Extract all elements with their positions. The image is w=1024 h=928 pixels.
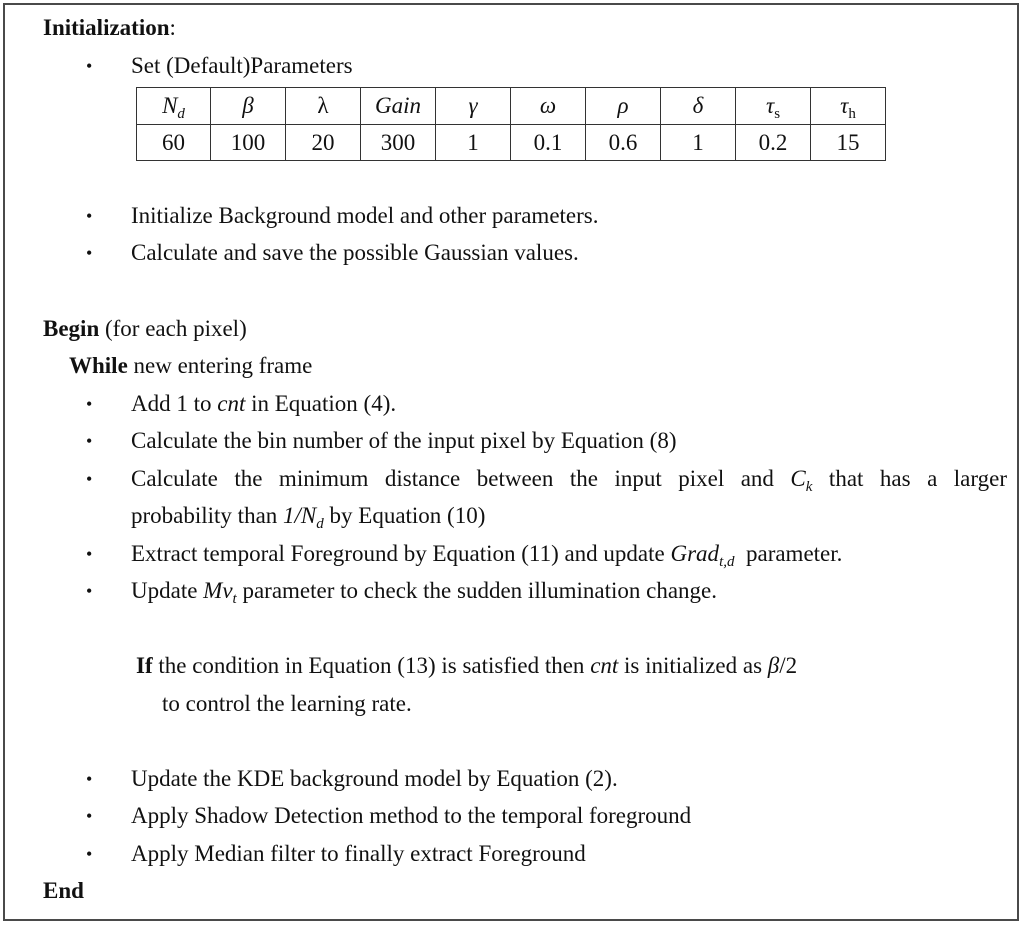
gaussian-values-text: Calculate and save the possible Gaussian values.: [131, 240, 579, 265]
bullet-icon: •: [86, 431, 93, 451]
step-min-distance-line1: Calculate the minimum distance between the input pixel and $C_k$ that has a larger: [131, 466, 1007, 495]
bullet-icon: •: [86, 56, 93, 76]
param-value-tau-h: 15: [811, 125, 886, 161]
initialization-heading: Initialization:: [43, 15, 176, 40]
param-value-tau-s: 0.2: [736, 125, 811, 161]
while-line: While new entering frame: [69, 353, 313, 378]
param-value-delta: 1: [661, 125, 736, 161]
step-extract-foreground: Extract temporal Foreground by Equation (11) and update Grad$_{t,d}$ parameter.: [131, 541, 843, 570]
step-median-filter: Apply Median filter to finally extract Foreground: [131, 841, 586, 866]
parameter-header-row: [137, 88, 886, 125]
param-value-gamma: 1: [436, 125, 511, 161]
step-shadow-detection: Apply Shadow Detection method to the temporal foreground: [131, 803, 692, 828]
if-learning-rate-line: to control the learning rate.: [162, 691, 412, 716]
param-header-rho: ρ: [586, 88, 661, 125]
param-header-delta: δ: [661, 88, 736, 125]
step-update-mv: Update $Mv_t$ parameter to check the sudden illumination change.: [131, 578, 717, 607]
param-header-gain: Gain: [361, 88, 436, 125]
end-keyword: End: [43, 878, 84, 903]
param-header-beta: β: [211, 88, 286, 125]
bullet-icon: •: [86, 469, 93, 489]
bullet-icon: •: [86, 206, 93, 226]
param-header-tau-s: $\tau_s$: [736, 88, 811, 125]
param-header-nd: $N_d$: [137, 88, 211, 125]
init-background-text: Initialize Background model and other parameters.: [131, 203, 599, 228]
step-min-distance-line2: probability than $1/N_d$ by Equation (10): [131, 503, 486, 532]
parameter-value-row: [137, 125, 886, 161]
bullet-icon: •: [86, 769, 93, 789]
bullet-icon: •: [86, 394, 93, 414]
param-header-gamma: γ: [436, 88, 511, 125]
param-value-gain: 300: [361, 125, 436, 161]
if-condition-line: If the condition in Equation (13) is satisfied then cnt is initialized as β/2: [136, 653, 798, 678]
bullet-icon: •: [86, 806, 93, 826]
param-value-rho: 0.6: [586, 125, 661, 161]
step-bin-number: Calculate the bin number of the input pixel by Equation (8): [131, 428, 677, 453]
step-update-kde: Update the KDE background model by Equation (2).: [131, 766, 618, 791]
param-value-beta: 100: [211, 125, 286, 161]
param-header-lambda: λ: [286, 88, 361, 125]
bullet-icon: •: [86, 544, 93, 564]
param-value-omega: 0.1: [511, 125, 586, 161]
bullet-icon: •: [86, 581, 93, 601]
bullet-icon: •: [86, 243, 93, 263]
parameter-table: [136, 87, 886, 161]
param-value-lambda: 20: [286, 125, 361, 161]
param-header-omega: ω: [511, 88, 586, 125]
param-header-tau-h: $\tau_h$: [811, 88, 886, 125]
begin-line: Begin (for each pixel): [43, 316, 247, 341]
bullet-icon: •: [86, 844, 93, 864]
set-parameters-text: Set (Default)Parameters: [131, 53, 353, 78]
param-value-nd: 60: [137, 125, 211, 161]
step-add-cnt: Add 1 to cnt in Equation (4).: [131, 391, 397, 416]
